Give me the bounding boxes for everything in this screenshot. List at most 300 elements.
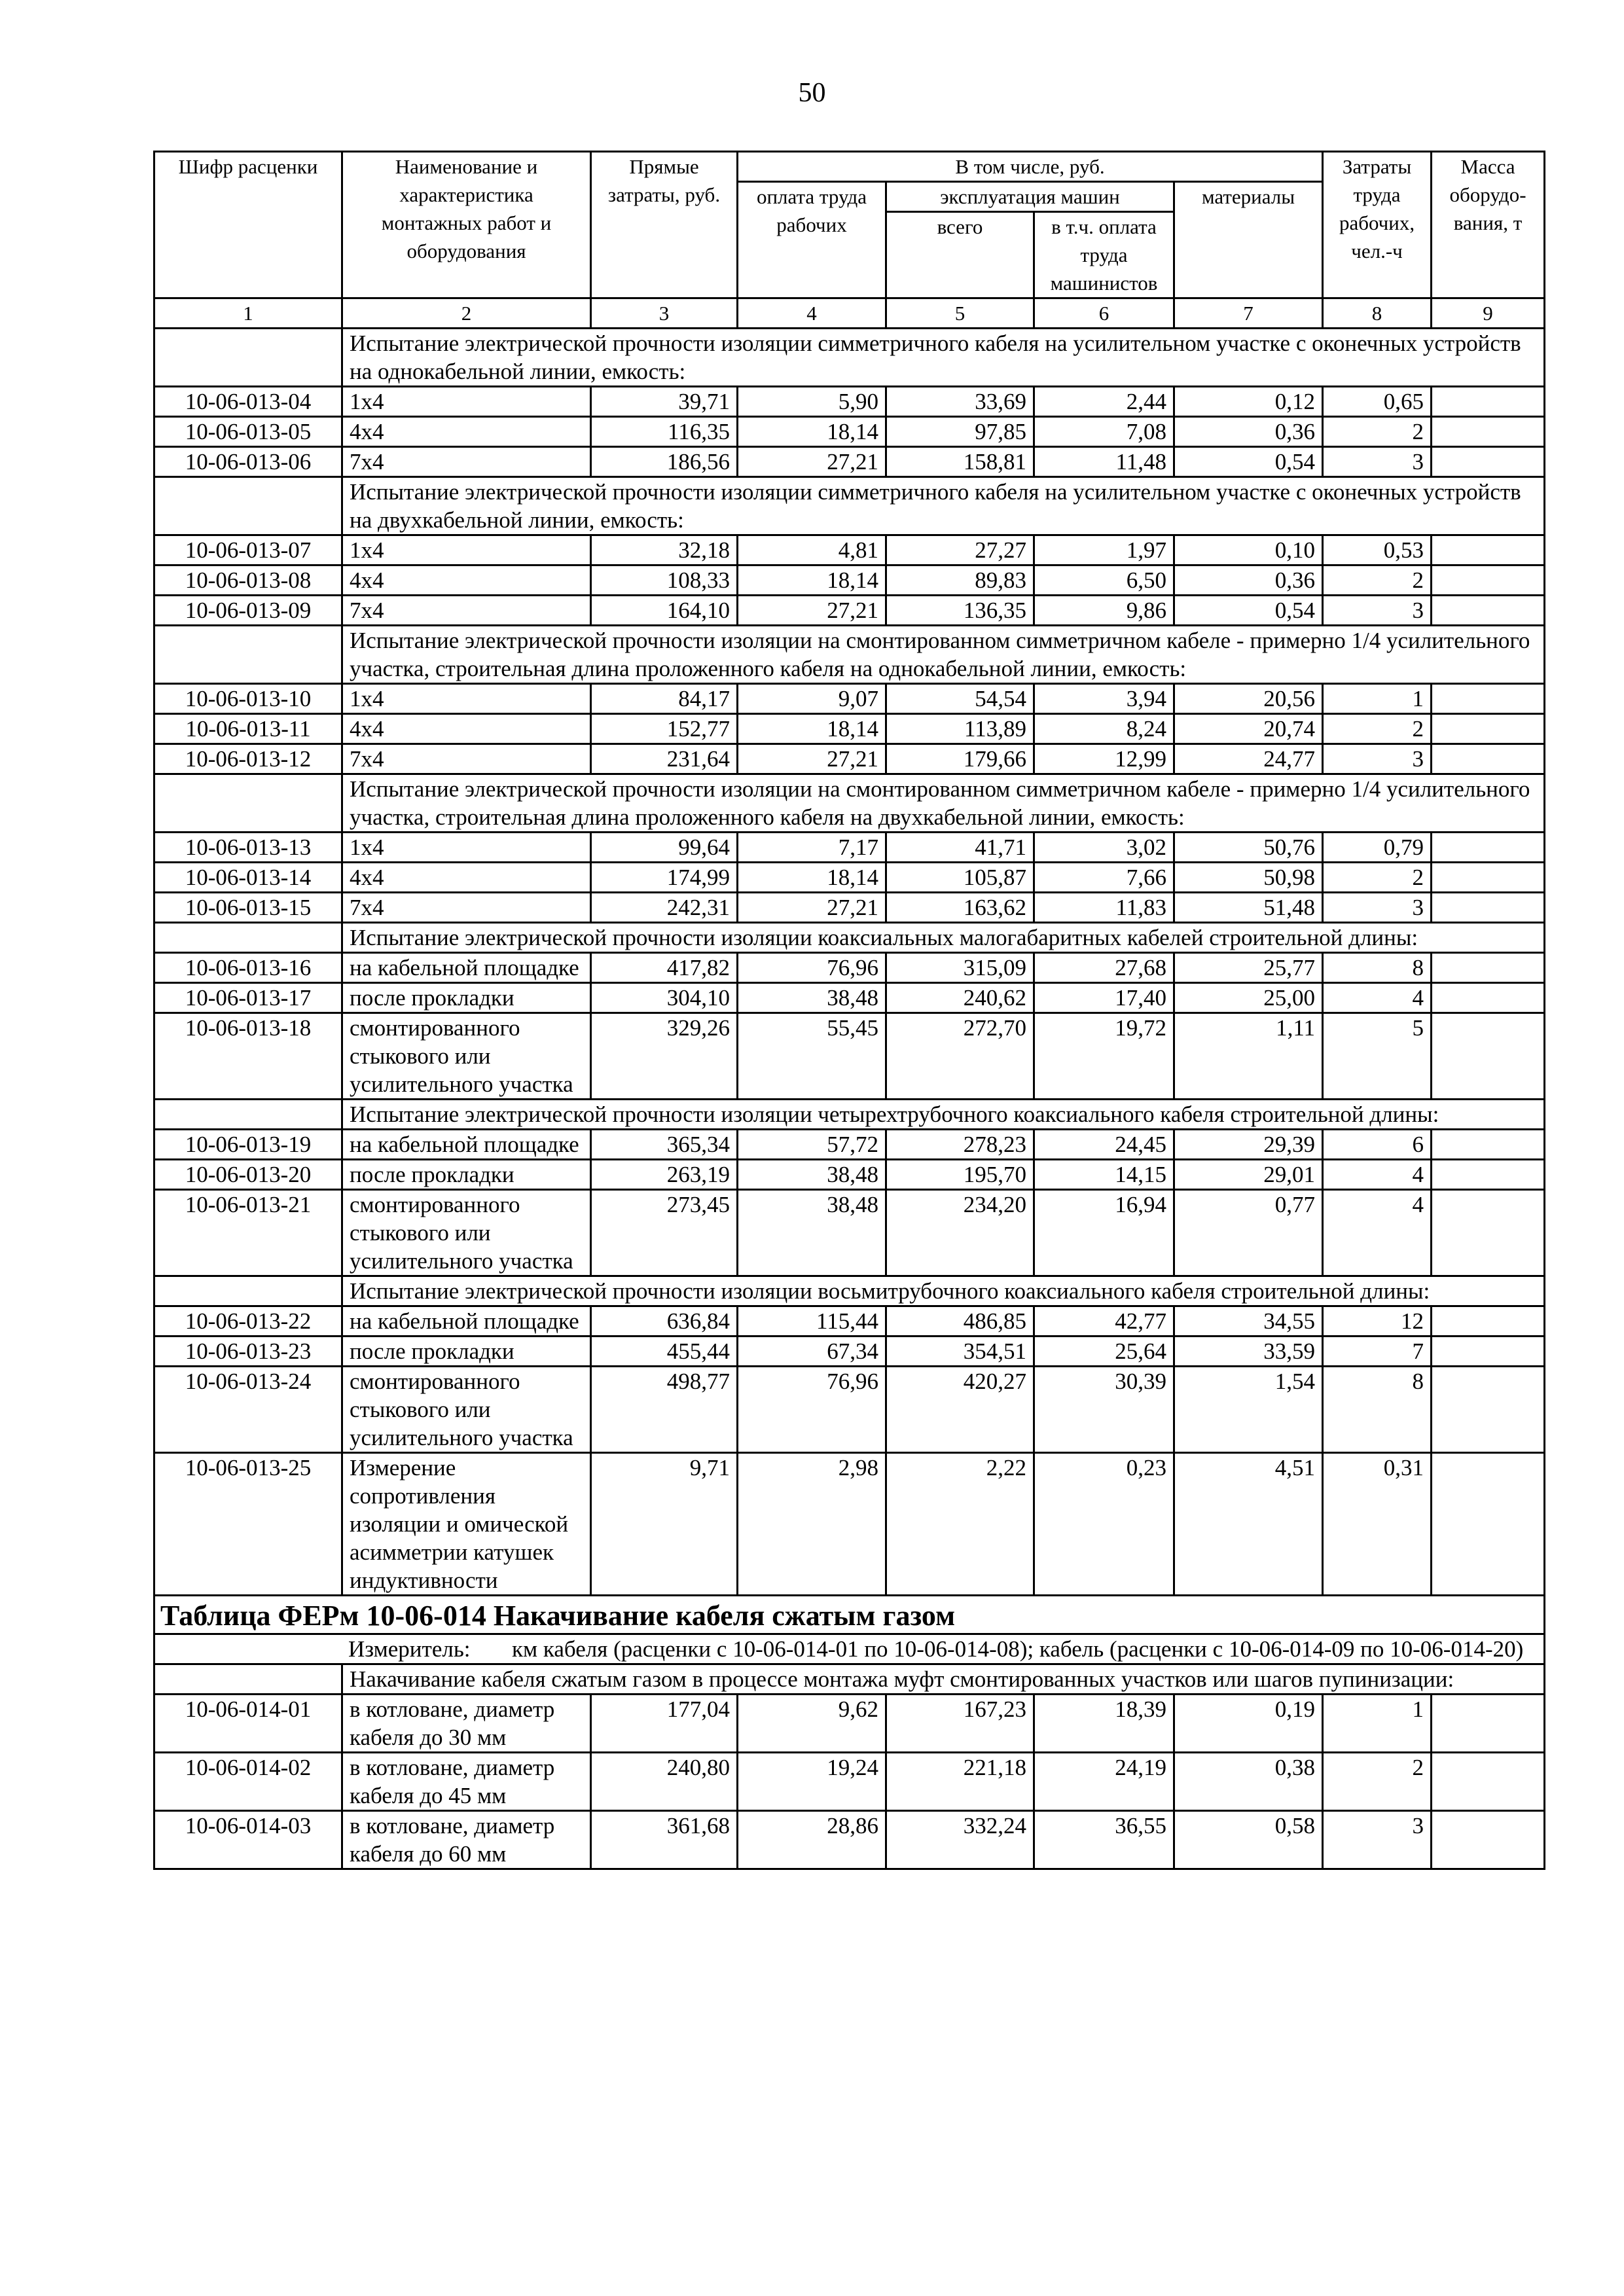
value-c4: 76,96 xyxy=(738,1367,886,1453)
value-c6: 42,77 xyxy=(1034,1306,1174,1336)
table-row xyxy=(154,565,1545,596)
value-c4: 28,86 xyxy=(738,1811,886,1869)
value-c4: 18,14 xyxy=(738,714,886,744)
value-c8: 1 xyxy=(1323,684,1432,714)
value-c3: 9,71 xyxy=(591,1453,738,1596)
value-c6: 8,24 xyxy=(1034,714,1174,744)
table-row xyxy=(154,1367,1545,1453)
section-header-row xyxy=(154,477,1545,535)
col-number: 5 xyxy=(886,298,1034,329)
value-c9 xyxy=(1432,447,1545,477)
value-c8: 3 xyxy=(1323,596,1432,626)
work-name: 7х4 xyxy=(342,447,591,477)
value-c5: 315,09 xyxy=(886,953,1034,983)
value-c7: 29,39 xyxy=(1174,1130,1323,1160)
value-c8: 0,65 xyxy=(1323,387,1432,417)
value-c5: 332,24 xyxy=(886,1811,1034,1869)
value-c9 xyxy=(1432,387,1545,417)
rate-code: 10-06-013-06 xyxy=(154,447,342,477)
section-title: Испытание электрической прочности изоляции восьмитрубочного коаксиального кабеля строительной длины: xyxy=(342,1276,1545,1306)
work-name: 4х4 xyxy=(342,417,591,447)
value-c4: 18,14 xyxy=(738,417,886,447)
value-c9 xyxy=(1432,1306,1545,1336)
section-title: Испытание электрической прочности изоляции коаксиальных малогабаритных кабелей строительной длины: xyxy=(342,923,1545,953)
value-c6: 2,44 xyxy=(1034,387,1174,417)
value-c3: 32,18 xyxy=(591,535,738,565)
section-title: Накачивание кабеля сжатым газом в процессе монтажа муфт смонтированных участков или шагов пупинизации: xyxy=(342,1664,1545,1695)
work-name: смонтированного стыкового или усилительного участка xyxy=(342,1190,591,1276)
value-c8: 2 xyxy=(1323,863,1432,893)
value-c5: 167,23 xyxy=(886,1695,1034,1753)
measure-label: Измеритель: xyxy=(348,1636,471,1662)
work-name: в котловане, диаметр кабеля до 45 мм xyxy=(342,1753,591,1811)
value-c5: 234,20 xyxy=(886,1190,1034,1276)
value-c8: 5 xyxy=(1323,1013,1432,1100)
value-c3: 365,34 xyxy=(591,1130,738,1160)
rates-table xyxy=(153,151,1545,1870)
work-name: 1х4 xyxy=(342,684,591,714)
work-name: 7х4 xyxy=(342,744,591,774)
value-c3: 186,56 xyxy=(591,447,738,477)
rate-code: 10-06-013-19 xyxy=(154,1130,342,1160)
rate-code: 10-06-013-20 xyxy=(154,1160,342,1190)
value-c4: 38,48 xyxy=(738,983,886,1013)
header-machinists: в т.ч. оплата труда машинистов xyxy=(1034,212,1174,298)
section-code-blank xyxy=(154,477,342,535)
value-c7: 0,77 xyxy=(1174,1190,1323,1276)
value-c7: 0,36 xyxy=(1174,565,1323,596)
value-c4: 7,17 xyxy=(738,833,886,863)
value-c4: 115,44 xyxy=(738,1306,886,1336)
section-code-blank xyxy=(154,774,342,833)
section-header-row xyxy=(154,1276,1545,1306)
value-c6: 30,39 xyxy=(1034,1367,1174,1453)
measure-text: км кабеля (расценки с 10-06-014-01 по 10-06-014-08); кабель (расценки с 10-06-014-09 по 10-06-014-20) xyxy=(512,1636,1524,1662)
section-code-blank xyxy=(154,1100,342,1130)
table-row xyxy=(154,684,1545,714)
work-name: на кабельной площадке xyxy=(342,953,591,983)
value-c6: 9,86 xyxy=(1034,596,1174,626)
value-c8: 0,79 xyxy=(1323,833,1432,863)
value-c4: 27,21 xyxy=(738,893,886,923)
col-number: 6 xyxy=(1034,298,1174,329)
value-c3: 304,10 xyxy=(591,983,738,1013)
section-code-blank xyxy=(154,1664,342,1695)
section-code-blank xyxy=(154,626,342,684)
value-c7: 0,36 xyxy=(1174,417,1323,447)
value-c3: 242,31 xyxy=(591,893,738,923)
value-c7: 0,12 xyxy=(1174,387,1323,417)
value-c7: 51,48 xyxy=(1174,893,1323,923)
table-row xyxy=(154,714,1545,744)
value-c3: 174,99 xyxy=(591,863,738,893)
value-c4: 18,14 xyxy=(738,863,886,893)
value-c5: 240,62 xyxy=(886,983,1034,1013)
value-c8: 2 xyxy=(1323,565,1432,596)
value-c6: 19,72 xyxy=(1034,1013,1174,1100)
header-mass: Масса оборудо-вания, т xyxy=(1432,152,1545,298)
value-c8: 2 xyxy=(1323,1753,1432,1811)
header-materials: материалы xyxy=(1174,182,1323,298)
table-row xyxy=(154,1130,1545,1160)
value-c9 xyxy=(1432,596,1545,626)
value-c7: 50,76 xyxy=(1174,833,1323,863)
header-machines: эксплуатация машин xyxy=(886,182,1174,212)
work-name: 7х4 xyxy=(342,596,591,626)
value-c3: 263,19 xyxy=(591,1160,738,1190)
rate-code: 10-06-013-21 xyxy=(154,1190,342,1276)
value-c9 xyxy=(1432,744,1545,774)
value-c9 xyxy=(1432,535,1545,565)
value-c3: 636,84 xyxy=(591,1306,738,1336)
value-c5: 278,23 xyxy=(886,1130,1034,1160)
value-c9 xyxy=(1432,1013,1545,1100)
work-name: 1х4 xyxy=(342,535,591,565)
rate-code: 10-06-013-22 xyxy=(154,1306,342,1336)
rate-code: 10-06-014-02 xyxy=(154,1753,342,1811)
value-c5: 97,85 xyxy=(886,417,1034,447)
value-c7: 0,10 xyxy=(1174,535,1323,565)
value-c9 xyxy=(1432,983,1545,1013)
table2-title-row xyxy=(154,1596,1545,1634)
value-c9 xyxy=(1432,1753,1545,1811)
value-c8: 2 xyxy=(1323,417,1432,447)
value-c8: 7 xyxy=(1323,1336,1432,1367)
rate-code: 10-06-013-12 xyxy=(154,744,342,774)
rate-code: 10-06-013-17 xyxy=(154,983,342,1013)
rate-code: 10-06-013-11 xyxy=(154,714,342,744)
value-c9 xyxy=(1432,1130,1545,1160)
table2-title: Таблица ФЕРм 10-06-014 Накачивание кабеля сжатым газом xyxy=(154,1596,1545,1634)
header-machines-total: всего xyxy=(886,212,1034,298)
page-number: 50 xyxy=(798,78,826,108)
rate-code: 10-06-013-18 xyxy=(154,1013,342,1100)
value-c6: 24,19 xyxy=(1034,1753,1174,1811)
value-c6: 3,94 xyxy=(1034,684,1174,714)
value-c6: 25,64 xyxy=(1034,1336,1174,1367)
value-c8: 1 xyxy=(1323,1695,1432,1753)
value-c3: 498,77 xyxy=(591,1367,738,1453)
work-name: в котловане, диаметр кабеля до 60 мм xyxy=(342,1811,591,1869)
value-c3: 39,71 xyxy=(591,387,738,417)
value-c5: 27,27 xyxy=(886,535,1034,565)
table-row xyxy=(154,387,1545,417)
value-c3: 108,33 xyxy=(591,565,738,596)
table-row xyxy=(154,1753,1545,1811)
rate-code: 10-06-013-25 xyxy=(154,1453,342,1596)
value-c6: 3,02 xyxy=(1034,833,1174,863)
col-number: 2 xyxy=(342,298,591,329)
rate-code: 10-06-013-15 xyxy=(154,893,342,923)
work-name: после прокладки xyxy=(342,983,591,1013)
value-c6: 24,45 xyxy=(1034,1130,1174,1160)
header-code: Шифр расценки xyxy=(154,152,342,298)
value-c4: 4,81 xyxy=(738,535,886,565)
value-c5: 420,27 xyxy=(886,1367,1034,1453)
value-c3: 99,64 xyxy=(591,833,738,863)
value-c6: 16,94 xyxy=(1034,1190,1174,1276)
value-c4: 67,34 xyxy=(738,1336,886,1367)
value-c7: 0,54 xyxy=(1174,596,1323,626)
value-c4: 76,96 xyxy=(738,953,886,983)
value-c9 xyxy=(1432,893,1545,923)
work-name: 4х4 xyxy=(342,863,591,893)
value-c9 xyxy=(1432,417,1545,447)
rate-code: 10-06-013-08 xyxy=(154,565,342,596)
value-c4: 27,21 xyxy=(738,744,886,774)
value-c8: 0,53 xyxy=(1323,535,1432,565)
value-c9 xyxy=(1432,1190,1545,1276)
table-row xyxy=(154,1336,1545,1367)
value-c7: 33,59 xyxy=(1174,1336,1323,1367)
value-c9 xyxy=(1432,1160,1545,1190)
section-header-row xyxy=(154,626,1545,684)
col-number: 4 xyxy=(738,298,886,329)
value-c3: 116,35 xyxy=(591,417,738,447)
header-labor-pay: оплата труда рабочих xyxy=(738,182,886,298)
value-c7: 0,58 xyxy=(1174,1811,1323,1869)
value-c9 xyxy=(1432,714,1545,744)
col-number: 1 xyxy=(154,298,342,329)
value-c3: 231,64 xyxy=(591,744,738,774)
value-c5: 163,62 xyxy=(886,893,1034,923)
table-row xyxy=(154,863,1545,893)
table-row xyxy=(154,596,1545,626)
value-c5: 33,69 xyxy=(886,387,1034,417)
rate-code: 10-06-013-09 xyxy=(154,596,342,626)
work-name: 4х4 xyxy=(342,714,591,744)
value-c4: 27,21 xyxy=(738,447,886,477)
section-code-blank xyxy=(154,1276,342,1306)
rate-code: 10-06-013-14 xyxy=(154,863,342,893)
value-c3: 177,04 xyxy=(591,1695,738,1753)
table-row xyxy=(154,1013,1545,1100)
value-c7: 4,51 xyxy=(1174,1453,1323,1596)
section-header-row xyxy=(154,923,1545,953)
value-c6: 7,66 xyxy=(1034,863,1174,893)
value-c7: 29,01 xyxy=(1174,1160,1323,1190)
value-c4: 18,14 xyxy=(738,565,886,596)
value-c4: 27,21 xyxy=(738,596,886,626)
section-header-row xyxy=(154,329,1545,387)
value-c7: 0,19 xyxy=(1174,1695,1323,1753)
value-c7: 20,74 xyxy=(1174,714,1323,744)
value-c8: 3 xyxy=(1323,744,1432,774)
column-numbers-row xyxy=(154,298,1545,329)
rate-code: 10-06-014-01 xyxy=(154,1695,342,1753)
rate-code: 10-06-013-24 xyxy=(154,1367,342,1453)
value-c4: 38,48 xyxy=(738,1160,886,1190)
value-c6: 14,15 xyxy=(1034,1160,1174,1190)
value-c8: 12 xyxy=(1323,1306,1432,1336)
work-name: 7х4 xyxy=(342,893,591,923)
section-code-blank xyxy=(154,923,342,953)
col-number: 8 xyxy=(1323,298,1432,329)
table2-measure xyxy=(154,1634,1545,1664)
value-c3: 455,44 xyxy=(591,1336,738,1367)
value-c7: 25,77 xyxy=(1174,953,1323,983)
value-c4: 9,62 xyxy=(738,1695,886,1753)
value-c3: 273,45 xyxy=(591,1190,738,1276)
value-c7: 1,54 xyxy=(1174,1367,1323,1453)
value-c5: 89,83 xyxy=(886,565,1034,596)
value-c8: 0,31 xyxy=(1323,1453,1432,1596)
value-c6: 17,40 xyxy=(1034,983,1174,1013)
header-direct: Прямые затраты, руб. xyxy=(591,152,738,298)
value-c6: 11,48 xyxy=(1034,447,1174,477)
value-c7: 25,00 xyxy=(1174,983,1323,1013)
value-c9 xyxy=(1432,1453,1545,1596)
table-row xyxy=(154,1453,1545,1596)
work-name: после прокладки xyxy=(342,1336,591,1367)
value-c4: 9,07 xyxy=(738,684,886,714)
value-c6: 36,55 xyxy=(1034,1811,1174,1869)
value-c5: 105,87 xyxy=(886,863,1034,893)
table-row xyxy=(154,535,1545,565)
value-c6: 6,50 xyxy=(1034,565,1174,596)
value-c8: 8 xyxy=(1323,953,1432,983)
rate-code: 10-06-013-16 xyxy=(154,953,342,983)
section-title: Испытание электрической прочности изоляции четырехтрубочного коаксиального кабеля строительной длины: xyxy=(342,1100,1545,1130)
table2-measure-row xyxy=(154,1634,1545,1664)
value-c8: 3 xyxy=(1323,893,1432,923)
value-c3: 329,26 xyxy=(591,1013,738,1100)
value-c7: 0,38 xyxy=(1174,1753,1323,1811)
value-c9 xyxy=(1432,565,1545,596)
value-c7: 34,55 xyxy=(1174,1306,1323,1336)
value-c6: 11,83 xyxy=(1034,893,1174,923)
col-number: 7 xyxy=(1174,298,1323,329)
value-c6: 1,97 xyxy=(1034,535,1174,565)
col-number: 9 xyxy=(1432,298,1545,329)
value-c8: 3 xyxy=(1323,1811,1432,1869)
value-c9 xyxy=(1432,1695,1545,1753)
table-row xyxy=(154,417,1545,447)
value-c6: 7,08 xyxy=(1034,417,1174,447)
value-c8: 8 xyxy=(1323,1367,1432,1453)
value-c3: 84,17 xyxy=(591,684,738,714)
rate-code: 10-06-013-07 xyxy=(154,535,342,565)
value-c5: 221,18 xyxy=(886,1753,1034,1811)
value-c5: 136,35 xyxy=(886,596,1034,626)
rate-code: 10-06-013-10 xyxy=(154,684,342,714)
value-c7: 24,77 xyxy=(1174,744,1323,774)
value-c3: 164,10 xyxy=(591,596,738,626)
value-c4: 57,72 xyxy=(738,1130,886,1160)
section-header-row xyxy=(154,774,1545,833)
value-c6: 0,23 xyxy=(1034,1453,1174,1596)
value-c9 xyxy=(1432,863,1545,893)
value-c8: 4 xyxy=(1323,983,1432,1013)
rate-code: 10-06-014-03 xyxy=(154,1811,342,1869)
table-row xyxy=(154,1190,1545,1276)
value-c9 xyxy=(1432,1811,1545,1869)
work-name: 1х4 xyxy=(342,387,591,417)
table-row xyxy=(154,447,1545,477)
work-name: смонтированного стыкового или усилительного участка xyxy=(342,1013,591,1100)
section-header-row xyxy=(154,1100,1545,1130)
table-row xyxy=(154,953,1545,983)
table-row xyxy=(154,833,1545,863)
table-row xyxy=(154,1811,1545,1869)
value-c8: 4 xyxy=(1323,1160,1432,1190)
rate-code: 10-06-013-23 xyxy=(154,1336,342,1367)
value-c4: 55,45 xyxy=(738,1013,886,1100)
value-c7: 50,98 xyxy=(1174,863,1323,893)
table-row xyxy=(154,744,1545,774)
value-c5: 486,85 xyxy=(886,1306,1034,1336)
value-c8: 6 xyxy=(1323,1130,1432,1160)
value-c3: 240,80 xyxy=(591,1753,738,1811)
section-code-blank xyxy=(154,329,342,387)
value-c7: 20,56 xyxy=(1174,684,1323,714)
value-c5: 272,70 xyxy=(886,1013,1034,1100)
section-title: Испытание электрической прочности изоляции симметричного кабеля на усилительном участке с оконечных устройств на двухкабельной линии, емкость: xyxy=(342,477,1545,535)
table-row xyxy=(154,1160,1545,1190)
value-c4: 2,98 xyxy=(738,1453,886,1596)
header-name: Наименование и характеристика монтажных работ и оборудования xyxy=(342,152,591,298)
value-c6: 12,99 xyxy=(1034,744,1174,774)
value-c9 xyxy=(1432,953,1545,983)
value-c9 xyxy=(1432,684,1545,714)
work-name: Измерение сопротивления изоляции и омической асимметрии катушек индуктивности xyxy=(342,1453,591,1596)
value-c8: 3 xyxy=(1323,447,1432,477)
value-c5: 54,54 xyxy=(886,684,1034,714)
value-c6: 27,68 xyxy=(1034,953,1174,983)
value-c8: 2 xyxy=(1323,714,1432,744)
value-c4: 5,90 xyxy=(738,387,886,417)
value-c7: 0,54 xyxy=(1174,447,1323,477)
work-name: после прокладки xyxy=(342,1160,591,1190)
value-c9 xyxy=(1432,833,1545,863)
value-c6: 18,39 xyxy=(1034,1695,1174,1753)
section-header-row xyxy=(154,1664,1545,1695)
value-c3: 361,68 xyxy=(591,1811,738,1869)
value-c5: 2,22 xyxy=(886,1453,1034,1596)
table-row xyxy=(154,983,1545,1013)
work-name: в котловане, диаметр кабеля до 30 мм xyxy=(342,1695,591,1753)
section-title: Испытание электрической прочности изоляции на смонтированном симметричном кабеле - примерно 1/4 усилительного участка, строительная длина проложенного кабеля на однокабельной линии, емкость: xyxy=(342,626,1545,684)
value-c9 xyxy=(1432,1336,1545,1367)
value-c5: 41,71 xyxy=(886,833,1034,863)
value-c7: 1,11 xyxy=(1174,1013,1323,1100)
rate-code: 10-06-013-05 xyxy=(154,417,342,447)
value-c5: 158,81 xyxy=(886,447,1034,477)
rate-code: 10-06-013-04 xyxy=(154,387,342,417)
work-name: смонтированного стыкового или усилительного участка xyxy=(342,1367,591,1453)
value-c4: 38,48 xyxy=(738,1190,886,1276)
value-c9 xyxy=(1432,1367,1545,1453)
table-row xyxy=(154,1695,1545,1753)
value-c3: 417,82 xyxy=(591,953,738,983)
table-row xyxy=(154,893,1545,923)
header-labor-cost: Затраты труда рабочих, чел.-ч xyxy=(1323,152,1432,298)
value-c4: 19,24 xyxy=(738,1753,886,1811)
col-number: 3 xyxy=(591,298,738,329)
rate-code: 10-06-013-13 xyxy=(154,833,342,863)
value-c5: 354,51 xyxy=(886,1336,1034,1367)
section-title: Испытание электрической прочности изоляции на смонтированном симметричном кабеле - примерно 1/4 усилительного участка, строительная длина проложенного кабеля на двухкабельной линии, емкость: xyxy=(342,774,1545,833)
value-c3: 152,77 xyxy=(591,714,738,744)
work-name: на кабельной площадке xyxy=(342,1306,591,1336)
table-row xyxy=(154,1306,1545,1336)
work-name: 1х4 xyxy=(342,833,591,863)
value-c5: 113,89 xyxy=(886,714,1034,744)
work-name: на кабельной площадке xyxy=(342,1130,591,1160)
section-title: Испытание электрической прочности изоляции симметричного кабеля на усилительном участке с оконечных устройств на однокабельной линии, емкость: xyxy=(342,329,1545,387)
work-name: 4х4 xyxy=(342,565,591,596)
value-c5: 195,70 xyxy=(886,1160,1034,1190)
